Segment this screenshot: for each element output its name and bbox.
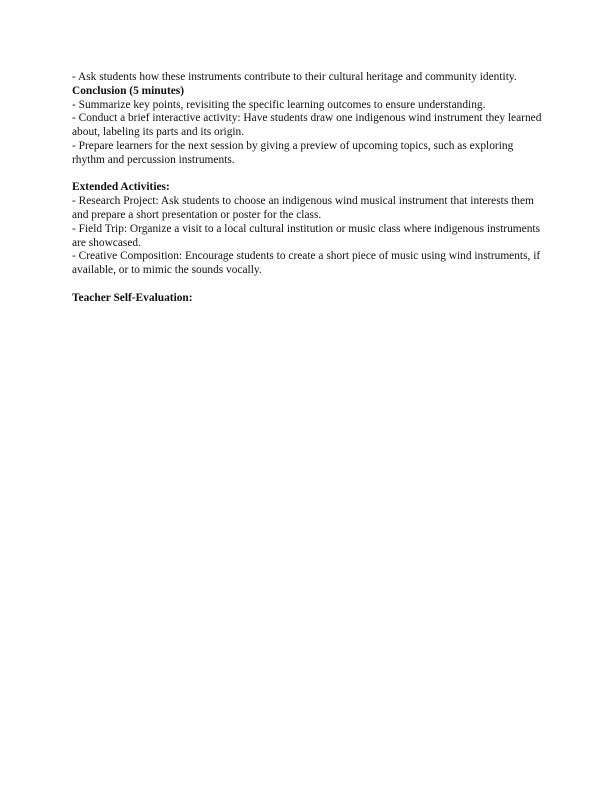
document-page (72, 71, 545, 306)
spacer (72, 278, 542, 292)
conclusion-heading: Conclusion (5 minutes) (72, 84, 185, 97)
conclusion-list (72, 98, 545, 168)
extended-activities-list (72, 195, 542, 278)
list-item: - Creative Composition: Encourage students to create a short piece of music using wind instruments, if available, or to mimic the sounds vocally. (72, 250, 544, 277)
extended-activities-heading: Extended Activities: (72, 181, 170, 194)
spacer (72, 168, 542, 182)
list-item: - Prepare learners for the next session by giving a preview of upcoming topics, such as exploring rhythm and percussion instruments. (72, 139, 517, 166)
list-item: - Conduct a brief interactive activity: Have students draw one indigenous wind instrument they learned about, labeling its parts and its origin. (72, 112, 545, 139)
teacher-self-evaluation-heading: Teacher Self-Evaluation: (72, 291, 193, 304)
list-item: - Field Trip: Organize a visit to a local cultural institution or music class where indigenous instruments are showcased. (72, 222, 543, 249)
list-item: - Summarize key points, revisiting the specific learning outcomes to ensure understanding. (72, 98, 486, 111)
intro-item: - Ask students how these instruments contribute to their cultural heritage and community identity. (72, 71, 517, 83)
list-item: - Research Project: Ask students to choose an indigenous wind musical instrument that interests them and prepare a short presentation or poster for the class. (72, 195, 537, 221)
